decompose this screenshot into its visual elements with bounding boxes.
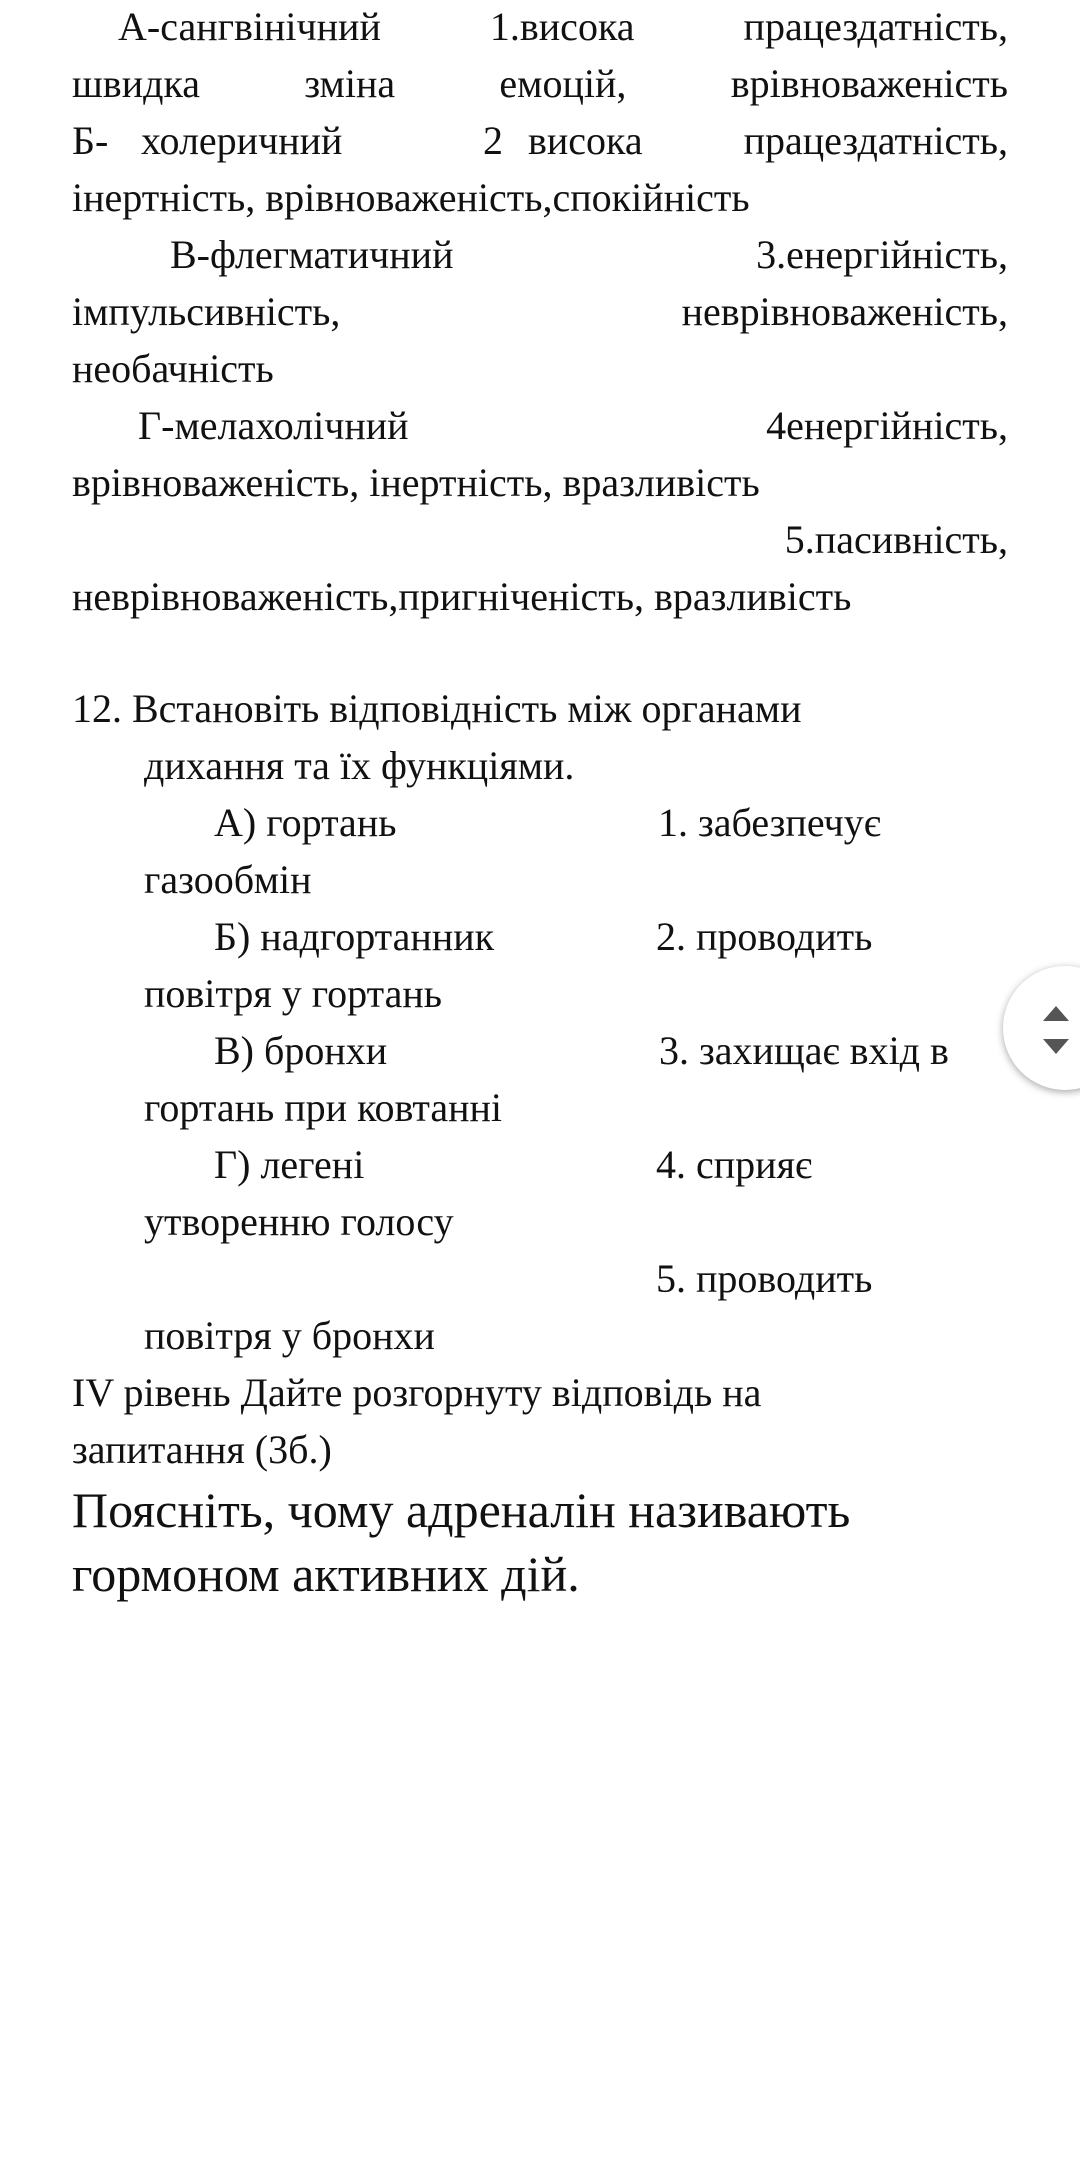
q11-line-9: врівноваженість, інертність, вразливість	[72, 460, 760, 505]
q12-answer-2-cont: повітря у гортань	[144, 971, 443, 1016]
q11-line-10: 5.пасивність,	[784, 517, 1008, 562]
q12-answer-3: 3. захищає вхід в	[659, 1028, 949, 1073]
q12-answer-4-cont: утворенню голосу	[144, 1199, 454, 1244]
chevron-down-icon[interactable]	[1043, 1039, 1069, 1054]
q11-line-3: Б- холеричний 2 висока працездатність,	[72, 112, 1008, 169]
q11-option-d: Г-мелахолічний	[138, 403, 409, 448]
q11-option-b: Б-	[72, 118, 109, 163]
q11-option-a: А-сангвінічний	[118, 4, 381, 49]
q12-option-d: Г) легені	[214, 1142, 365, 1187]
q12-answer-1-cont: газообмін	[144, 857, 312, 902]
q11-line-4: інертність, врівноваженість,спокійність	[72, 175, 750, 220]
level4-heading: IV рівень Дайте розгорнуту відповідь на	[72, 1370, 762, 1415]
q12-answer-4: 4. сприяє	[656, 1142, 813, 1187]
q12-row-c	[72, 1022, 1008, 1079]
q12-answer-5-cont: повітря у бронхи	[144, 1313, 435, 1358]
q12-row-d	[72, 1136, 1008, 1193]
q12-option-c: В) бронхи	[214, 1028, 388, 1073]
q11-line-11: неврівноваженість,пригніченість, вразливість	[72, 574, 852, 619]
q12-heading: 12. Встановіть відповідність між органами	[72, 686, 802, 731]
q11-line-2: швидка зміна емоцій, врівноваженість	[72, 61, 1008, 106]
q12-row-a	[72, 794, 1008, 851]
q11-line-1: А-сангвінічний 1.висока працездатність,	[72, 0, 1008, 55]
q12-row-b	[72, 908, 1008, 965]
q11-line-7: необачність	[72, 346, 274, 391]
q12-row-e	[72, 1250, 1008, 1307]
q12-answer-3-cont: гортань при ковтанні	[144, 1085, 503, 1130]
chevron-up-icon[interactable]	[1043, 1006, 1069, 1021]
q12-option-a: А) гортань	[214, 800, 397, 845]
q12-option-b: Б) надгортанник	[214, 914, 495, 959]
q11-line-5: В-флегматичний 3.енергійність,	[72, 226, 1008, 283]
q11-line-8: Г-мелахолічний 4енергійність,	[72, 397, 1008, 454]
q11-option-c: В-флегматичний	[170, 232, 454, 277]
q12-answer-5: 5. проводить	[656, 1256, 873, 1301]
q12-answer-1: 1. забезпечує	[658, 800, 881, 845]
level4-question: Поясніть, чому адреналін називають	[72, 1482, 851, 1538]
q12-heading-cont: дихання та їх функціями.	[144, 743, 575, 788]
q11-line-6: імпульсивність, неврівноваженість,	[72, 289, 1008, 334]
level4-question-cont: гормоном активних дій.	[72, 1546, 580, 1602]
level4-heading-cont: запитання (3б.)	[72, 1427, 332, 1472]
q12-answer-2: 2. проводить	[656, 914, 873, 959]
